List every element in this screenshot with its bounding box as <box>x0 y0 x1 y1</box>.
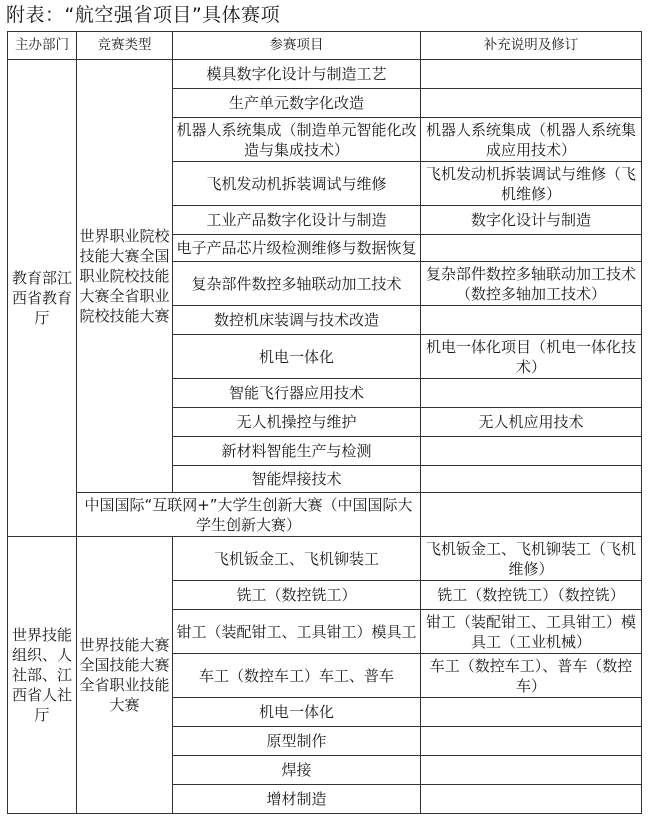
project-cell: 机器人系统集成（制造单元智能化改造与集成技术） <box>173 118 421 162</box>
header-project: 参赛项目 <box>173 32 421 60</box>
project-cell: 车工（数控车工）车工、普车 <box>173 654 421 698</box>
table-row <box>8 537 642 581</box>
note-cell: 飞机发动机拆装调试与维修（飞机维修） <box>421 162 642 206</box>
project-cell: 飞机发动机拆装调试与维修 <box>173 162 421 206</box>
header-note: 补充说明及修订 <box>421 32 642 60</box>
project-cell: 原型制作 <box>173 727 421 756</box>
note-cell <box>421 785 642 814</box>
competition-table <box>7 31 642 814</box>
note-cell: 机器人系统集成（机器人系统集成应用技术） <box>421 118 642 162</box>
project-cell: 焊接 <box>173 756 421 785</box>
note-cell: 数字化设计与制造 <box>421 206 642 235</box>
project-cell: 智能焊接技术 <box>173 466 421 493</box>
header-organizer: 主办部门 <box>8 32 77 60</box>
note-cell <box>421 306 642 335</box>
note-cell <box>421 698 642 727</box>
table-row <box>8 493 642 537</box>
project-cell: 智能飞行器应用技术 <box>173 379 421 408</box>
project-cell: 生产单元数字化改造 <box>173 89 421 118</box>
extra-competition-cell: 中国国际“互联网+”大学生创新大赛（中国国际大学生创新大赛） <box>77 493 421 537</box>
organizer-cell: 世界技能组织、人社部、江西省人社厅 <box>8 537 77 814</box>
note-cell: 机电一体化项目（机电一体化技术） <box>421 335 642 379</box>
note-cell <box>421 89 642 118</box>
competition-type-cell: 世界技能大赛全国技能大赛全省职业技能大赛 <box>77 537 173 814</box>
project-cell: 新材料智能生产与检测 <box>173 437 421 466</box>
project-cell: 飞机钣金工、飞机铆装工 <box>173 537 421 581</box>
project-cell: 电子产品芯片级检测维修与数据恢复 <box>173 235 421 262</box>
note-cell <box>421 493 642 537</box>
organizer-cell: 教育部江西省教育厅 <box>8 60 77 537</box>
project-cell: 机电一体化 <box>173 335 421 379</box>
table-row <box>8 60 642 89</box>
project-cell: 机电一体化 <box>173 698 421 727</box>
competition-type-cell: 世界职业院校技能大赛全国职业院校技能大赛全省职业院校技能大赛 <box>77 60 173 493</box>
note-cell: 飞机钣金工、飞机铆装工（飞机维修） <box>421 537 642 581</box>
project-cell: 铣工（数控铣工） <box>173 581 421 610</box>
project-cell: 增材制造 <box>173 785 421 814</box>
note-cell: 车工（数控车工）、普车（数控车） <box>421 654 642 698</box>
note-cell <box>421 60 642 89</box>
project-cell: 钳工（装配钳工、工具钳工）模具工 <box>173 610 421 654</box>
note-cell <box>421 756 642 785</box>
project-cell: 模具数字化设计与制造工艺 <box>173 60 421 89</box>
note-cell <box>421 379 642 408</box>
table-header-row <box>8 32 642 60</box>
project-cell: 数控机床装调与技术改造 <box>173 306 421 335</box>
project-cell: 复杂部件数控多轴联动加工技术 <box>173 262 421 306</box>
project-cell: 无人机操控与维护 <box>173 408 421 437</box>
note-cell <box>421 437 642 466</box>
project-cell: 工业产品数字化设计与制造 <box>173 206 421 235</box>
note-cell: 复杂部件数控多轴联动加工技术（数控多轴加工技术） <box>421 262 642 306</box>
note-cell <box>421 727 642 756</box>
header-competition-type: 竞赛类型 <box>77 32 173 60</box>
note-cell <box>421 466 642 493</box>
note-cell: 钳工（装配钳工、工具钳工）模具工（工业机械） <box>421 610 642 654</box>
note-cell: 铣工（数控铣工）（数控铣） <box>421 581 642 610</box>
page-title: 附表：“航空强省项目”具体赛项 <box>6 4 281 26</box>
note-cell: 无人机应用技术 <box>421 408 642 437</box>
note-cell <box>421 235 642 262</box>
